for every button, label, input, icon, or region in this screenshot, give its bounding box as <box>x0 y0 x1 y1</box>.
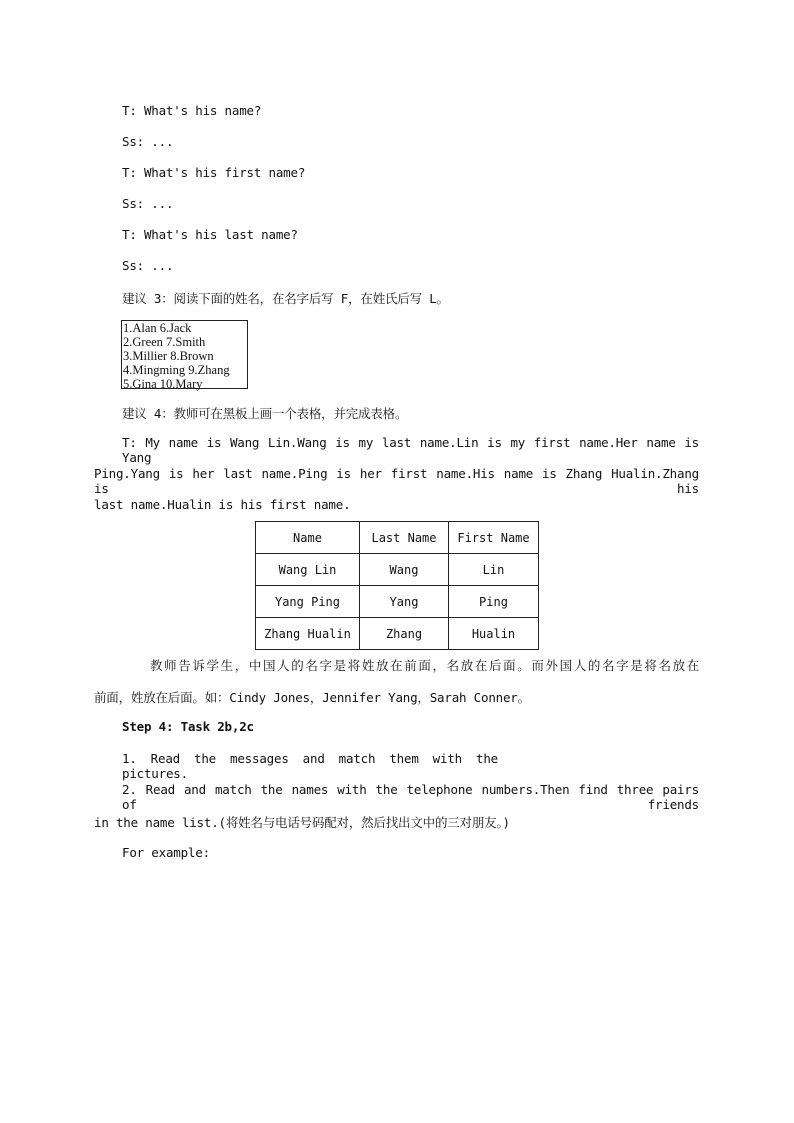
step4-item-2-line-1: 2. Read and match the names with the telephone numbers.Then find three pairs of friends <box>122 782 699 812</box>
table-cell: Wang <box>360 554 449 586</box>
step4-item-1: 1. Read the messages and match them with the pictures. <box>122 751 498 781</box>
step4-item-2-line-2: in the name list.(将姓名与电话号码配对，然后找出文中的三对朋友。) <box>94 815 510 830</box>
header-last-name: Last Name <box>360 522 449 554</box>
teacher-paragraph-line-1: T: My name is Wang Lin.Wang is my last name.Lin is my first name.Her name is Yang <box>122 435 699 465</box>
header-first-name: First Name <box>449 522 539 554</box>
table-cell: Ping <box>449 586 539 618</box>
name-list-box <box>121 320 248 389</box>
names-table <box>255 521 539 650</box>
table-header-row <box>256 522 539 554</box>
name-list-item: 2.Green 7.Smith <box>123 335 206 349</box>
dialogue-line-5: T: What's his last name? <box>122 227 298 242</box>
name-list-item: 5.Gina 10.Mary <box>123 377 203 391</box>
teacher-paragraph-line-3: last name.Hualin is his first name. <box>94 497 351 512</box>
table-cell: Yang Ping <box>256 586 360 618</box>
table-row <box>256 554 539 586</box>
name-list-item: 4.Mingming 9.Zhang <box>123 363 230 377</box>
suggestion-3: 建议 3：阅读下面的姓名，在名字后写 F，在姓氏后写 L。 <box>122 291 449 306</box>
name-list-item: 3.Millier 8.Brown <box>123 349 214 363</box>
table-row <box>256 586 539 618</box>
dialogue-line-1: T: What's his name? <box>122 103 262 118</box>
dialogue-line-2: Ss: ... <box>122 134 174 149</box>
dialogue-line-3: T: What's his first name? <box>122 165 306 180</box>
suggestion-4: 建议 4：教师可在黑板上画一个表格，并完成表格。 <box>122 406 408 421</box>
dialogue-line-4: Ss: ... <box>122 196 174 211</box>
for-example: For example: <box>122 845 210 860</box>
header-name: Name <box>256 522 360 554</box>
note-line-2: 前面，姓放在后面。如：Cindy Jones，Jennifer Yang，Sarah Conner。 <box>94 690 530 705</box>
table-cell: Wang Lin <box>256 554 360 586</box>
table-cell: Lin <box>449 554 539 586</box>
table-cell: Zhang <box>360 618 449 650</box>
table-row <box>256 618 539 650</box>
dialogue-line-6: Ss: ... <box>122 258 174 273</box>
table-cell: Hualin <box>449 618 539 650</box>
step4-heading: Step 4: Task 2b,2c <box>122 719 254 734</box>
table-cell: Yang <box>360 586 449 618</box>
table-cell: Zhang Hualin <box>256 618 360 650</box>
teacher-paragraph-line-2: Ping.Yang is her last name.Ping is her first name.His name is Zhang Hualin.Zhang is his <box>94 466 699 496</box>
name-list-item: 1.Alan 6.Jack <box>123 321 192 335</box>
note-line-1: 教师告诉学生，中国人的名字是将姓放在前面，名放在后面。而外国人的名字是将名放在 <box>150 658 699 673</box>
